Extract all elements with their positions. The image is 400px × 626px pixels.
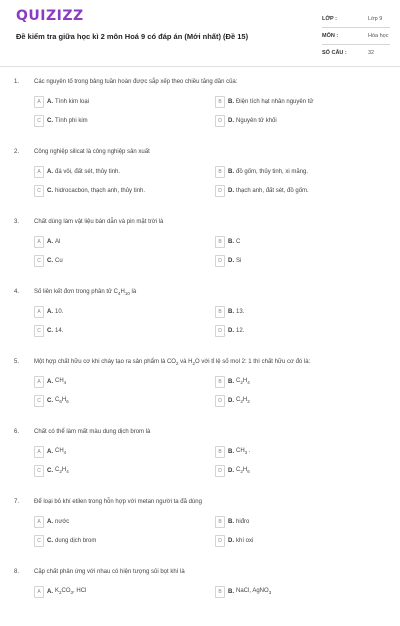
answer-option-d[interactable] (215, 115, 375, 127)
question-number: 7. (14, 499, 20, 505)
meta-label: LỚP : (322, 16, 337, 22)
question-number: 6. (14, 429, 20, 435)
option-key: B. (228, 309, 234, 315)
option-text: nước (55, 519, 70, 525)
answer-option-b[interactable] (215, 516, 375, 528)
option-letter-box: C (34, 465, 44, 477)
option-text: 13. (236, 309, 245, 315)
option-text: $CH_3$ . (236, 448, 251, 456)
option-key: C. (47, 398, 53, 404)
option-text: dung dịch brom (55, 538, 97, 544)
option-letter-box: B (215, 96, 225, 108)
option-text: Tính phi kim (55, 118, 88, 124)
option-letter-box: A (34, 446, 44, 458)
answer-option-a[interactable] (34, 96, 194, 108)
answer-option-b[interactable] (215, 376, 375, 388)
option-key: A. (47, 449, 53, 455)
question-item (0, 486, 400, 556)
option-text: đồ gốm, thủy tinh, xi măng. (236, 169, 309, 175)
option-key: A. (47, 309, 53, 315)
option-key: B. (228, 239, 234, 245)
option-text: thạch anh, đất sét, đồ gốm. (236, 188, 309, 194)
option-key: D. (228, 118, 234, 124)
option-text: $C_2H_6$ (236, 467, 250, 475)
option-text: hiđro (236, 519, 250, 525)
option-letter-box: B (215, 306, 225, 318)
option-text: $C_2H_2$ (236, 397, 250, 405)
option-letter-box: D (215, 535, 225, 547)
question-text: Số liên kết đơn trong phân tử $C_4H_{10}$ là (34, 289, 137, 297)
question-number: 1. (14, 79, 20, 85)
meta-table (322, 11, 390, 61)
option-key: B. (228, 379, 234, 385)
answer-option-b[interactable] (215, 236, 375, 248)
option-text: $C_2H_4$ (236, 378, 250, 386)
question-number: 3. (14, 219, 20, 225)
option-text: Điện tích hạt nhân nguyên tử (236, 99, 314, 105)
option-letter-box: D (215, 115, 225, 127)
option-key: C. (47, 538, 53, 544)
option-letter-box: D (215, 465, 225, 477)
option-text: $C_2H_4$ (55, 467, 69, 475)
answer-option-c[interactable] (34, 325, 194, 337)
option-letter-box: A (34, 236, 44, 248)
answer-option-d[interactable] (215, 465, 375, 477)
quizizz-logo: QUIZIZZ (16, 8, 84, 24)
option-letter-box: D (215, 325, 225, 337)
option-key: B. (228, 449, 234, 455)
option-letter-box: D (215, 185, 225, 197)
question-number: 8. (14, 569, 20, 575)
option-key: D. (228, 188, 234, 194)
option-key: D. (228, 468, 234, 474)
answer-option-b[interactable] (215, 306, 375, 318)
question-item (0, 416, 400, 486)
answer-option-a[interactable] (34, 376, 194, 388)
question-text: Chất dùng làm vật liệu bán dẫn và pin mặt trời là (34, 219, 164, 225)
option-letter-box: A (34, 306, 44, 318)
question-text: Cặp chất phản ứng với nhau có hiện tượng sủi bọt khí là (34, 569, 185, 575)
answer-option-d[interactable] (215, 255, 375, 267)
answer-option-d[interactable] (215, 325, 375, 337)
option-letter-box: B (215, 446, 225, 458)
answer-option-a[interactable] (34, 446, 194, 458)
answer-option-b[interactable] (215, 446, 375, 458)
option-letter-box: C (34, 325, 44, 337)
option-text: 14. (55, 328, 64, 334)
option-text: 12. (236, 328, 245, 334)
meta-label: SỐ CÂU : (322, 50, 347, 56)
answer-option-d[interactable] (215, 535, 375, 547)
option-text: $C_6H_6$ (55, 397, 69, 405)
answer-option-c[interactable] (34, 395, 194, 407)
answer-option-c[interactable] (34, 115, 194, 127)
option-key: C. (47, 468, 53, 474)
option-letter-box: D (215, 255, 225, 267)
question-number: 2. (14, 149, 20, 155)
option-text: 10. (55, 309, 64, 315)
option-text: $K_2CO_3$, HCl (55, 588, 87, 596)
option-key: D. (228, 328, 234, 334)
answer-option-b[interactable] (215, 586, 375, 598)
answer-option-a[interactable] (34, 236, 194, 248)
answer-option-b[interactable] (215, 96, 375, 108)
option-key: C. (47, 328, 53, 334)
answer-option-c[interactable] (34, 255, 194, 267)
answer-option-c[interactable] (34, 185, 194, 197)
option-letter-box: B (215, 236, 225, 248)
option-key: A. (47, 239, 53, 245)
option-key: C. (47, 258, 53, 264)
question-text: Công nghiệp silicat là công nghiệp sản xuất (34, 149, 150, 155)
question-text: Để loại bỏ khí etilen trong hỗn hợp với metan người ta đã dùng (34, 499, 202, 505)
option-text: hidrocacbon, thạch anh, thủy tinh. (55, 188, 146, 194)
answer-option-a[interactable] (34, 586, 194, 598)
meta-row-subject (322, 28, 390, 45)
option-letter-box: B (215, 376, 225, 388)
option-letter-box: A (34, 586, 44, 598)
meta-value: Hóa học (368, 33, 389, 39)
answer-option-a[interactable] (34, 306, 194, 318)
option-letter-box: B (215, 166, 225, 178)
meta-row-count (322, 45, 390, 61)
option-key: A. (47, 169, 53, 175)
document-title: Đề kiểm tra giữa học kì 2 môn Hoá 9 có đáp án (Mới nhất) (Đề 15) (16, 32, 249, 41)
option-text: Al (55, 239, 61, 245)
answer-option-d[interactable] (215, 395, 375, 407)
option-letter-box: A (34, 376, 44, 388)
option-letter-box: D (215, 395, 225, 407)
question-text: Chất có thể làm mất màu dung dịch brom là (34, 429, 151, 435)
question-item (0, 346, 400, 416)
question-number: 4. (14, 289, 20, 295)
answer-option-a[interactable] (34, 166, 194, 178)
question-text: Một hợp chất hữu cơ khi cháy tạo ra sản phẩm là $CO_2$ và $H_2O$ với tỉ lệ số mol 2: 1 thì chất hữu cơ đó là: (34, 359, 311, 367)
option-text: $CH_4$ (55, 448, 67, 456)
option-letter-box: B (215, 586, 225, 598)
meta-value: Lớp 9 (368, 16, 383, 22)
meta-value: 32 (368, 50, 375, 56)
option-text: NaCl, AgNO$_3$ (236, 588, 272, 596)
option-key: B. (228, 519, 234, 525)
option-text: C (236, 239, 241, 245)
option-key: B. (228, 169, 234, 175)
option-letter-box: B (215, 516, 225, 528)
option-key: A. (47, 589, 53, 595)
option-text: Nguyên tử khối (236, 118, 277, 124)
header (0, 0, 400, 66)
option-letter-box: C (34, 185, 44, 197)
question-item (0, 556, 400, 626)
answer-option-b[interactable] (215, 166, 375, 178)
question-text: Các nguyên tố trong bảng tuần hoàn được sắp xếp theo chiều tăng dần của: (34, 79, 238, 85)
option-text: khí oxi (236, 538, 254, 544)
option-text: Tính kim loại (55, 99, 90, 105)
question-number: 5. (14, 359, 20, 365)
question-item (0, 206, 400, 276)
option-letter-box: C (34, 535, 44, 547)
option-key: B. (228, 589, 234, 595)
option-text: Cu (55, 258, 63, 264)
option-key: A. (47, 99, 53, 105)
question-item (0, 136, 400, 206)
option-key: C. (47, 118, 53, 124)
answer-option-c[interactable] (34, 465, 194, 477)
option-key: A. (47, 379, 53, 385)
question-item (0, 66, 400, 136)
option-letter-box: A (34, 166, 44, 178)
option-key: D. (228, 398, 234, 404)
option-text: $CH_4$ (55, 378, 67, 386)
option-key: D. (228, 258, 234, 264)
option-letter-box: A (34, 96, 44, 108)
option-text: đá vôi, đất sét, thủy tinh. (55, 169, 121, 175)
option-key: B. (228, 99, 234, 105)
option-letter-box: C (34, 255, 44, 267)
meta-row-class (322, 11, 390, 28)
option-key: A. (47, 519, 53, 525)
question-item (0, 276, 400, 346)
meta-label: MÔN : (322, 33, 339, 39)
option-key: D. (228, 538, 234, 544)
option-letter-box: C (34, 115, 44, 127)
option-key: C. (47, 188, 53, 194)
option-letter-box: A (34, 516, 44, 528)
option-letter-box: C (34, 395, 44, 407)
option-text: Si (236, 258, 242, 264)
answer-option-d[interactable] (215, 185, 375, 197)
answer-option-c[interactable] (34, 535, 194, 547)
answer-option-a[interactable] (34, 516, 194, 528)
